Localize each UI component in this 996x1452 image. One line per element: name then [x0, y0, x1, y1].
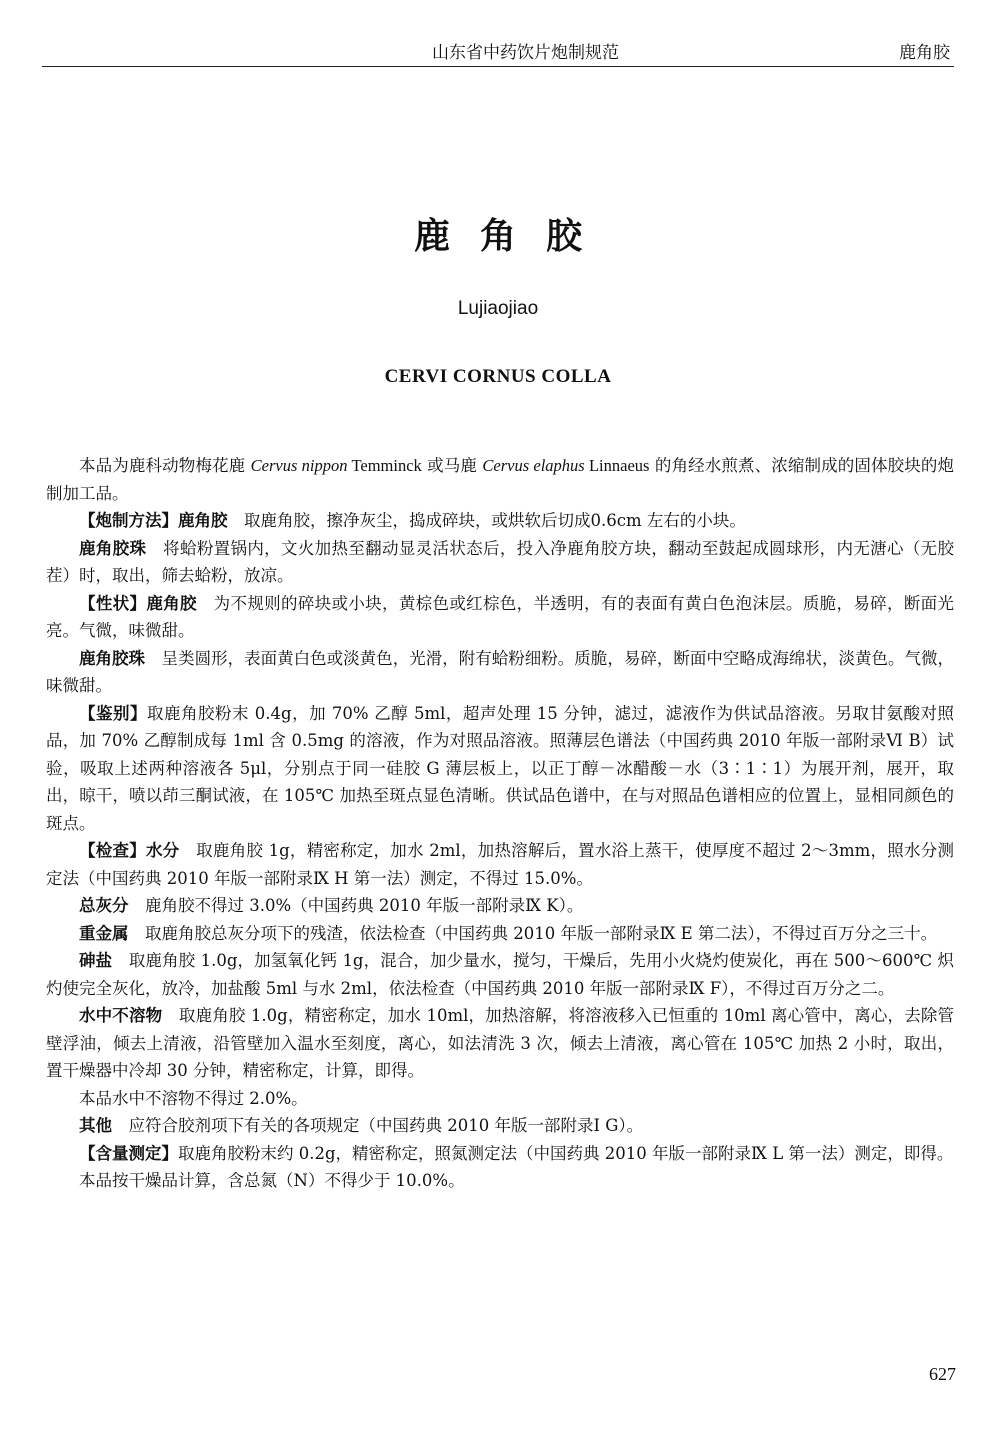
paragraph-text: 取鹿角胶粉末约 0.2g，精密称定，照氮测定法（中国药典 2010 年版一部附录Ⅸ L 第一法）测定，即得。 — [178, 1143, 954, 1163]
species-author: Temminck — [347, 456, 422, 475]
species-name: Cervus elaphus — [482, 456, 585, 475]
intro-text: 的角经水煎煮、浓缩制成的固体胶块的炮制加工品。 — [46, 456, 954, 503]
paragraph-text: 本品按干燥品计算，含总氮（N）不得少于 10.0%。 — [79, 1171, 465, 1190]
section-keyword: 鹿角胶珠 — [79, 538, 147, 558]
paragraph-text: 取鹿角胶，擦净灰尘，捣成碎块，或烘软后切成0.6cm 左右的小块。 — [227, 511, 746, 530]
page-number: 627 — [929, 1364, 956, 1384]
paragraph-text: 将蛤粉置锅内，文火加热至翻动显灵活状态后，投入净鹿角胶方块，翻动至鼓起成圆球形，内无溏心（无胶茬）时，取出，筛去蛤粉，放凉。 — [46, 538, 955, 585]
inspection-paragraph — [46, 1002, 954, 1085]
intro-paragraph — [46, 452, 954, 507]
paragraph-text: 取鹿角胶总灰分项下的残渣，依法检查（中国药典 2010 年版一部附录Ⅸ E 第二法），不得过百万分之三十。 — [128, 923, 938, 943]
inspection-paragraph — [46, 1085, 954, 1113]
paragraph-text: 取鹿角胶 1g，精密称定，加水 2ml，加热溶解后，置水浴上蒸干，使厚度不超过 2～3mm，照水分测定法（中国药典 2010 年版一部附录Ⅸ H 第一法）测定，不得过 15.0%。 — [46, 841, 954, 888]
paragraph-text: 呈类圆形，表面黄白色或淡黄色，光滑，附有蛤粉细粉。质脆，易碎，断面中空略成海绵状，淡黄色。气微，味微甜。 — [46, 648, 955, 695]
running-header — [42, 36, 954, 67]
inspection-paragraph — [46, 920, 954, 948]
inspection-paragraph — [46, 837, 954, 892]
description-paragraph — [46, 645, 954, 700]
paragraph-text: 取鹿角胶 1.0g，精密称定，加水 10ml，加热溶解，将溶液移入已恒重的 10ml 离心管中，离心，去除管壁浮油，倾去上清液，沿管壁加入温水至刻度，离心，如法清洗 3 次，倾去上清液，离心管在 105℃ 加热 2 小时，取出，置干燥器中冷却 30 分钟，精密称定，计算，即得。 — [46, 1006, 955, 1080]
inspection-paragraph — [46, 892, 954, 920]
species-author: Linnaeus — [584, 456, 650, 475]
paragraph-text: 应符合胶剂项下有关的各项规定（中国药典 2010 年版一部附录Ⅰ G）。 — [112, 1116, 644, 1135]
intro-text: 或马鹿 — [421, 456, 483, 475]
assay-paragraph — [46, 1140, 954, 1168]
inspection-paragraph — [46, 947, 954, 1002]
section-keyword: 【性状】鹿角胶 — [79, 593, 197, 613]
processing-paragraph — [46, 507, 954, 535]
assay-paragraph — [46, 1167, 954, 1195]
section-keyword: 重金属 — [79, 923, 129, 943]
paragraph-text: 本品水中不溶物不得过 2.0%。 — [79, 1088, 308, 1108]
section-keyword: 【炮制方法】鹿角胶 — [79, 511, 228, 530]
section-keyword: 砷盐 — [79, 951, 113, 970]
intro-text: 本品为鹿科动物梅花鹿 — [79, 456, 251, 475]
processing-paragraph — [46, 535, 954, 590]
species-name: Cervus nippon — [250, 456, 348, 475]
section-keyword: 水中不溶物 — [79, 1006, 163, 1025]
inspection-paragraph — [46, 1112, 954, 1140]
paragraph-text: 为不规则的碎块或小块，黄棕色或红棕色，半透明，有的表面有黄白色泡沫层。质脆，易碎，断面光亮。气微，味微甜。 — [46, 593, 955, 640]
section-keyword: 总灰分 — [79, 896, 129, 915]
monograph-title: 鹿角胶 — [413, 216, 612, 257]
section-keyword: 【检查】水分 — [79, 841, 180, 860]
section-keyword: 【含量测定】 — [79, 1143, 178, 1163]
monograph-body — [46, 452, 954, 1195]
paragraph-text: 鹿角胶不得过 3.0%（中国药典 2010 年版一部附录Ⅸ K）。 — [128, 896, 584, 915]
description-paragraph — [46, 590, 954, 645]
identification-paragraph — [46, 700, 954, 838]
section-title: 鹿角胶 — [899, 43, 950, 63]
paragraph-text: 取鹿角胶 1.0g，加氢氧化钙 1g，混合，加少量水，搅匀，干燥后，先用小火烧灼使炭化，再在 500～600℃ 炽灼使完全灰化，放冷，加盐酸 5ml 与水 2ml，依法检查（中国药典 2010 年版一部附录Ⅸ F），不得过百万分之二。 — [46, 951, 955, 998]
section-keyword: 鹿角胶珠 — [79, 648, 146, 668]
section-keyword: 其他 — [79, 1116, 112, 1135]
latin-name: CERVI CORNUS COLLA — [384, 366, 612, 387]
book-title: 山东省中药饮片炮制规范 — [432, 43, 619, 63]
section-keyword: 【鉴别】 — [79, 703, 148, 723]
pinyin-name: Lujiaojiao — [457, 298, 539, 319]
paragraph-text: 取鹿角胶粉末 0.4g，加 70% 乙醇 5ml，超声处理 15 分钟，滤过，滤液作为供试品溶液。另取甘氨酸对照品，加 70% 乙醇制成每 1ml 含 0.5mg 的溶液，作为对照品溶液。照薄层色谱法（中国药典 2010 年版一部附录Ⅵ B）试验，吸取上述两种溶液各 5μl，分别点于同一硅胶 G 薄层板上，以正丁醇－冰醋酸－水（3∶1∶1）为展开剂，展开，取出，晾干，喷以茚三酮试液，在 105℃ 加热至斑点显色清晰。供试品色谱中，在与对照品色谱相应的位置上，显相同颜色的斑点。 — [46, 703, 954, 833]
